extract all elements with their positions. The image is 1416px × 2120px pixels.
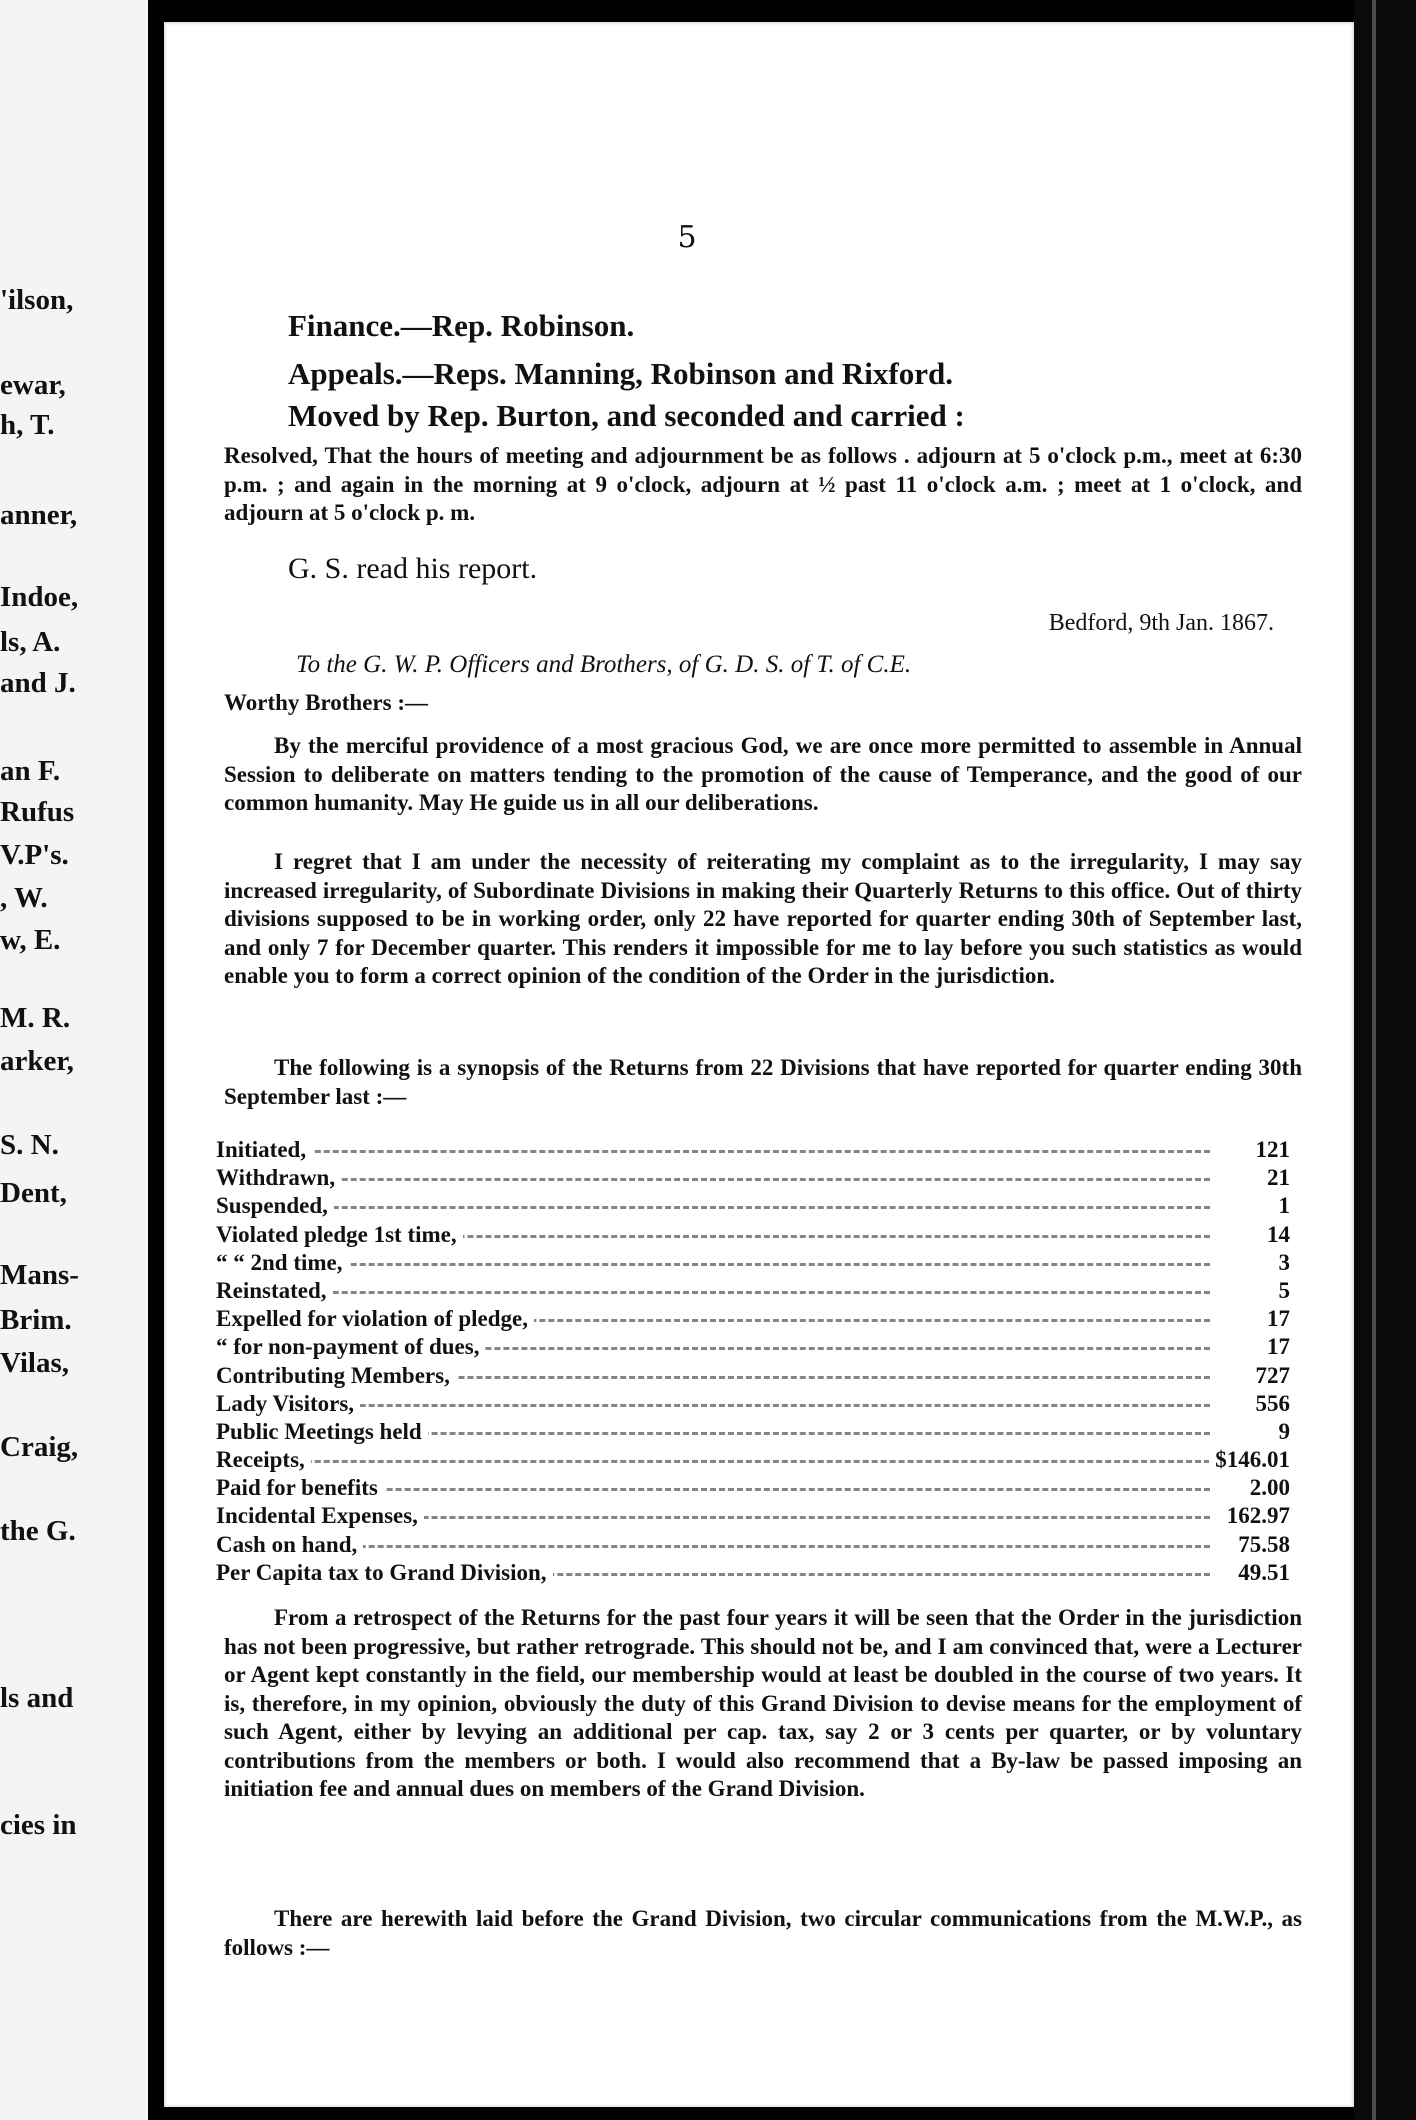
book-gutter — [148, 0, 164, 2120]
left-fragment: Brim. — [0, 1304, 72, 1336]
appeals-committee-line: Appeals.—Reps. Manning, Robinson and Rixford. — [288, 356, 953, 391]
page-edge — [1354, 0, 1416, 2120]
stat-value: 75.58 — [1232, 1531, 1290, 1559]
resolution-body: Resolved, That the hours of meeting and adjournment be as follows . adjourn at 5 o'clock p.m., meet at 6:30 p.m. ; and again in the morning at 9 o'clock, adjourn at ½ past 11 o'clock a.m. ; meet at 1 o'clock, and adjourn at 5 o'clock p. m. — [224, 443, 1302, 525]
stat-row — [216, 1333, 1290, 1361]
left-fragment: Indoe, — [0, 581, 79, 613]
dot-leader — [216, 1206, 1210, 1209]
left-fragment: 'ilson, — [0, 284, 74, 316]
dot-leader — [216, 1178, 1210, 1181]
stat-row — [216, 1221, 1290, 1249]
stat-label: Per Capita tax to Grand Division, — [216, 1559, 553, 1587]
stat-row — [216, 1164, 1290, 1192]
stat-value: 14 — [1261, 1221, 1290, 1249]
report-salutation: To the G. W. P. Officers and Brothers, of G. D. S. of T. of C.E. — [296, 651, 912, 678]
left-fragment: Vilas, — [0, 1347, 70, 1379]
stat-row — [216, 1136, 1290, 1164]
left-fragment: Rufus — [0, 796, 75, 828]
stat-value: 121 — [1250, 1136, 1291, 1164]
stat-row — [216, 1418, 1290, 1446]
left-fragment: Craig, — [0, 1431, 79, 1463]
left-fragment: S. N. — [0, 1129, 59, 1161]
stat-label: Withdrawn, — [216, 1164, 341, 1192]
left-fragment: anner, — [0, 499, 78, 531]
returns-synopsis-table — [216, 1136, 1290, 1587]
stat-value: 17 — [1261, 1305, 1290, 1333]
stat-label: Receipts, — [216, 1446, 311, 1474]
stat-row — [216, 1446, 1290, 1474]
left-fragment: Mans- — [0, 1259, 79, 1291]
paragraph-providence: By the merciful providence of a most gracious God, we are once more permitted to assemble in Annual Session to deliberate on matters tending to the promotion of the cause of Temperance, and the good of our common humanity. May He guide us in all our deliberations. — [224, 733, 1302, 815]
stat-value: 3 — [1273, 1249, 1291, 1277]
stat-row — [216, 1249, 1290, 1277]
stat-label: Violated pledge 1st time, — [216, 1221, 463, 1249]
left-page-fragment — [0, 0, 154, 2120]
stat-label: Paid for benefits — [216, 1474, 384, 1502]
left-fragment: and J. — [0, 667, 76, 699]
dot-leader — [216, 1263, 1210, 1266]
left-fragment: arker, — [0, 1045, 74, 1077]
stat-label: Incidental Expenses, — [216, 1502, 424, 1530]
stat-label: Cash on hand, — [216, 1531, 363, 1559]
dot-leader — [216, 1545, 1210, 1548]
stat-label: “ “ 2nd time, — [216, 1249, 349, 1277]
stat-label: Lady Visitors, — [216, 1390, 360, 1418]
greeting: Worthy Brothers :— — [224, 690, 429, 715]
paragraph-retrospect: From a retrospect of the Returns for the past four years it will be seen that the Order in the jurisdiction has not been progressive, but rather retrograde. This should not be, and I am convinced that, were a Lecturer or Agent kept constantly in the field, our membership would at least be doubled in the course of two years. It is, therefore, in my opinion, obviously the duty of this Grand Division to devise means for the employment of such Agent, either by levying an additional per cap. tax, say 2 or 3 cents per quarter, or by voluntary contributions from the members or both. I would also recommend that a By-law be passed imposing an initiation fee and annual dues on members of the Grand Division. — [224, 1605, 1302, 1801]
stat-label: Reinstated, — [216, 1277, 333, 1305]
stat-label: Public Meetings held — [216, 1418, 428, 1446]
document-page — [164, 22, 1354, 2107]
stat-row — [216, 1390, 1290, 1418]
stat-value: 727 — [1250, 1362, 1291, 1390]
left-fragment: w, E. — [0, 924, 61, 956]
finance-committee-line: Finance.—Rep. Robinson. — [288, 308, 635, 343]
left-fragment: ewar, — [0, 369, 66, 401]
stat-value: 9 — [1273, 1418, 1291, 1446]
stat-row — [216, 1362, 1290, 1390]
left-fragment: the G. — [0, 1515, 76, 1547]
resolution-text — [224, 442, 1302, 528]
motion-line: Moved by Rep. Burton, and seconded and carried : — [288, 398, 965, 433]
dot-leader — [216, 1460, 1210, 1463]
stat-row — [216, 1502, 1290, 1530]
left-fragment: , W. — [0, 882, 48, 914]
paragraph-synopsis-intro: The following is a synopsis of the Returns from 22 Divisions that have reported for quarter ending 30th September last :— — [224, 1055, 1302, 1109]
left-fragment: cies in — [0, 1809, 77, 1841]
stat-row — [216, 1305, 1290, 1333]
dot-leader — [216, 1291, 1210, 1294]
stat-value: 556 — [1250, 1390, 1291, 1418]
left-fragment: V.P's. — [0, 839, 69, 871]
stat-value: 5 — [1273, 1277, 1291, 1305]
paragraph-circulars: There are herewith laid before the Grand Division, two circular communications from the M.W.P., as follows :— — [224, 1906, 1302, 1960]
stat-label: Contributing Members, — [216, 1362, 456, 1390]
stat-label: Suspended, — [216, 1192, 334, 1220]
stat-row — [216, 1277, 1290, 1305]
stat-value: 17 — [1261, 1333, 1290, 1361]
stat-value: $146.01 — [1209, 1446, 1290, 1474]
left-fragment: M. R. — [0, 1002, 71, 1034]
left-fragment: ls, A. — [0, 626, 61, 658]
stat-label: Expelled for violation of pledge, — [216, 1305, 534, 1333]
stat-label: “ for non-payment of dues, — [216, 1333, 485, 1361]
stat-label: Initiated, — [216, 1136, 312, 1164]
stat-value: 1 — [1273, 1192, 1291, 1220]
left-fragment: ls and — [0, 1682, 74, 1714]
dot-leader — [216, 1404, 1210, 1407]
stat-value: 21 — [1261, 1164, 1290, 1192]
left-fragment: h, T. — [0, 409, 55, 441]
page-number: 5 — [677, 220, 697, 255]
dot-leader — [216, 1150, 1210, 1153]
stat-row — [216, 1531, 1290, 1559]
stat-row — [216, 1192, 1290, 1220]
report-dateline: Bedford, 9th Jan. 1867. — [1048, 610, 1274, 636]
stat-value: 2.00 — [1244, 1474, 1290, 1502]
stat-value: 49.51 — [1232, 1559, 1290, 1587]
stat-row — [216, 1559, 1290, 1587]
stat-value: 162.97 — [1221, 1502, 1290, 1530]
stat-row — [216, 1474, 1290, 1502]
paragraph-irregularity: I regret that I am under the necessity of reiterating my complaint as to the irregularity, I may say increased irregularity, of Subordinate Divisions in making their Quarterly Returns to this office. Out of thirty divisions supposed to be in working order, only 22 have reported for quarter ending 30th of September last, and only 7 for December quarter. This renders it impossible for me to lay before you such statistics as would enable you to form a correct opinion of the condition of the Order in the jurisdiction. — [224, 849, 1302, 988]
left-fragment: an F. — [0, 755, 61, 787]
left-fragment: Dent, — [0, 1177, 67, 1209]
gs-report-line: G. S. read his report. — [288, 552, 538, 585]
